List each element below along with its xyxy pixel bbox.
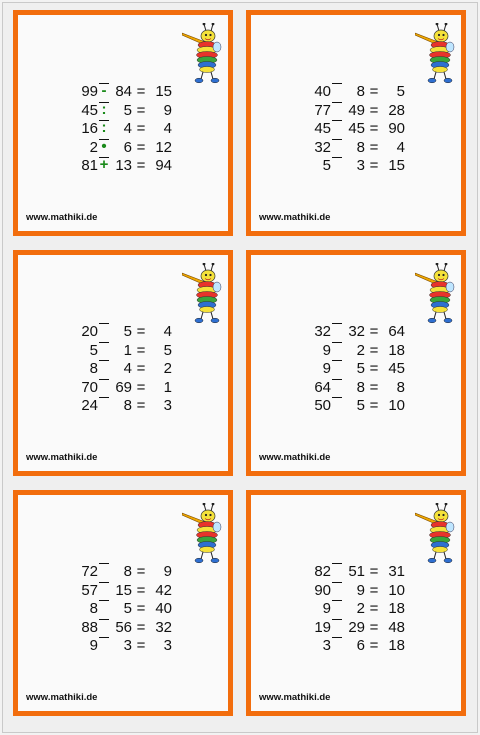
equation-row — [18, 360, 228, 379]
result: 15 — [155, 83, 172, 100]
second-operand: 5 — [356, 397, 365, 414]
exercise-card — [13, 250, 233, 476]
second-operand: 13 — [115, 157, 132, 174]
equation-row — [251, 360, 461, 379]
blank-line — [332, 323, 342, 324]
first-operand: 9 — [322, 360, 331, 377]
blank-line — [332, 582, 342, 583]
website-label: www.mathiki.de — [259, 452, 331, 463]
equation-row — [18, 379, 228, 398]
website-label: www.mathiki.de — [26, 212, 98, 223]
result: 5 — [396, 83, 405, 100]
result: 9 — [163, 563, 172, 580]
blank-line — [99, 323, 109, 324]
equation-list — [18, 83, 228, 176]
result: 3 — [163, 397, 172, 414]
result: 18 — [388, 600, 405, 617]
equals-sign: = — [369, 120, 379, 137]
second-operand: 8 — [356, 138, 365, 156]
blank-line — [99, 397, 109, 398]
bee-mascot-with-pencil-icon — [415, 263, 455, 325]
result: 94 — [155, 157, 172, 174]
equals-sign: = — [136, 581, 146, 599]
result: 5 — [163, 341, 172, 359]
equation-row — [18, 619, 228, 638]
second-operand: 8 — [123, 563, 132, 580]
equals-sign: = — [136, 341, 146, 359]
second-operand: 49 — [348, 101, 365, 119]
blank-line — [99, 379, 109, 380]
result: 4 — [396, 138, 405, 156]
second-operand: 5 — [356, 360, 365, 377]
equals-sign: = — [136, 323, 146, 340]
blank-line — [332, 102, 342, 103]
first-operand: 45 — [81, 101, 98, 119]
first-operand: 57 — [81, 581, 98, 599]
second-operand: 4 — [123, 360, 132, 377]
first-operand: 24 — [81, 397, 98, 414]
result: 28 — [388, 101, 405, 119]
blank-line — [332, 379, 342, 380]
second-operand: 9 — [356, 581, 365, 599]
blank-line — [332, 563, 342, 564]
equation-row — [251, 563, 461, 582]
equation-row — [18, 397, 228, 416]
blank-line — [99, 582, 109, 583]
equation-list — [251, 323, 461, 416]
equals-sign: = — [136, 120, 146, 137]
result: 8 — [396, 378, 405, 396]
second-operand: 5 — [123, 600, 132, 617]
blank-line — [332, 120, 342, 121]
equation-row — [251, 323, 461, 342]
first-operand: 90 — [314, 581, 331, 599]
exercise-card — [246, 250, 466, 476]
result: 40 — [155, 600, 172, 617]
equals-sign: = — [136, 378, 146, 396]
second-operand: 69 — [115, 378, 132, 396]
equation-list — [251, 83, 461, 176]
equals-sign: = — [369, 637, 379, 654]
blank-line — [332, 83, 342, 84]
second-operand: 51 — [348, 563, 365, 580]
operator-symbol: + — [99, 156, 109, 173]
second-operand: 8 — [356, 83, 365, 100]
second-operand: 45 — [348, 120, 365, 137]
blank-line — [332, 637, 342, 638]
result: 1 — [163, 378, 172, 396]
equals-sign: = — [369, 83, 379, 100]
result: 42 — [155, 581, 172, 599]
first-operand: 40 — [314, 83, 331, 100]
equation-row — [18, 563, 228, 582]
equation-row — [251, 342, 461, 361]
second-operand: 2 — [356, 600, 365, 617]
equation-row — [18, 157, 228, 176]
exercise-card — [246, 490, 466, 716]
equation-row — [251, 582, 461, 601]
bee-mascot-with-pencil-icon — [182, 23, 222, 85]
equals-sign: = — [136, 101, 146, 119]
result: 18 — [388, 341, 405, 359]
first-operand: 72 — [81, 563, 98, 580]
result: 32 — [155, 618, 172, 636]
first-operand: 70 — [81, 378, 98, 396]
result: 3 — [163, 637, 172, 654]
equals-sign: = — [369, 323, 379, 340]
first-operand: 9 — [322, 341, 331, 359]
bee-mascot-with-pencil-icon — [415, 23, 455, 85]
first-operand: 45 — [314, 120, 331, 137]
second-operand: 29 — [348, 618, 365, 636]
result: 10 — [388, 397, 405, 414]
blank-line — [99, 600, 109, 601]
first-operand: 82 — [314, 563, 331, 580]
equals-sign: = — [136, 600, 146, 617]
second-operand: 8 — [123, 397, 132, 414]
exercise-card — [13, 10, 233, 236]
operator-symbol: : — [101, 119, 107, 136]
first-operand: 9 — [89, 637, 98, 654]
second-operand: 1 — [123, 341, 132, 359]
blank-line — [332, 360, 342, 361]
first-operand: 64 — [314, 378, 331, 396]
equation-row — [18, 600, 228, 619]
equals-sign: = — [136, 138, 146, 156]
bee-mascot-with-pencil-icon — [182, 263, 222, 325]
equation-row — [18, 323, 228, 342]
first-operand: 2 — [89, 138, 98, 156]
blank-line — [332, 397, 342, 398]
second-operand: 6 — [123, 138, 132, 156]
second-operand: 8 — [356, 378, 365, 396]
equation-row — [18, 102, 228, 121]
blank-line — [332, 157, 342, 158]
first-operand: 99 — [81, 83, 98, 100]
result: 4 — [163, 120, 172, 137]
first-operand: 9 — [322, 600, 331, 617]
equation-row — [18, 637, 228, 656]
first-operand: 77 — [314, 101, 331, 119]
first-operand: 8 — [89, 360, 98, 377]
first-operand: 32 — [314, 138, 331, 156]
second-operand: 6 — [356, 637, 365, 654]
equals-sign: = — [369, 581, 379, 599]
second-operand: 32 — [348, 323, 365, 340]
second-operand: 15 — [115, 581, 132, 599]
bee-mascot-with-pencil-icon — [182, 503, 222, 565]
equals-sign: = — [369, 341, 379, 359]
result: 31 — [388, 563, 405, 580]
result: 10 — [388, 581, 405, 599]
second-operand: 2 — [356, 341, 365, 359]
equation-row — [251, 139, 461, 158]
blank-line — [99, 563, 109, 564]
result: 9 — [163, 101, 172, 119]
operator-symbol: : — [101, 100, 107, 118]
first-operand: 50 — [314, 397, 331, 414]
result: 90 — [388, 120, 405, 137]
website-label: www.mathiki.de — [259, 212, 331, 223]
equals-sign: = — [136, 618, 146, 636]
result: 12 — [155, 138, 172, 156]
blank-line — [332, 342, 342, 343]
second-operand: 84 — [115, 83, 132, 100]
equation-row — [18, 342, 228, 361]
exercise-card — [246, 10, 466, 236]
second-operand: 5 — [123, 323, 132, 340]
blank-line — [332, 619, 342, 620]
equation-row — [251, 157, 461, 176]
operator-symbol: • — [101, 137, 107, 155]
blank-line — [99, 619, 109, 620]
equation-row — [251, 102, 461, 121]
equals-sign: = — [369, 101, 379, 119]
equation-row — [251, 379, 461, 398]
first-operand: 19 — [314, 618, 331, 636]
blank-line — [99, 360, 109, 361]
equation-row — [251, 83, 461, 102]
blank-line — [99, 637, 109, 638]
first-operand: 5 — [322, 157, 331, 174]
bee-mascot-with-pencil-icon — [415, 503, 455, 565]
blank-line — [99, 342, 109, 343]
first-operand: 32 — [314, 323, 331, 340]
equals-sign: = — [136, 637, 146, 654]
equals-sign: = — [136, 563, 146, 580]
equation-row — [18, 83, 228, 102]
result: 45 — [388, 360, 405, 377]
operator-symbol: - — [101, 82, 107, 99]
result: 4 — [163, 323, 172, 340]
first-operand: 8 — [89, 600, 98, 617]
first-operand: 81 — [81, 157, 98, 174]
equation-row — [18, 120, 228, 139]
result: 18 — [388, 637, 405, 654]
website-label: www.mathiki.de — [26, 692, 98, 703]
first-operand: 20 — [81, 323, 98, 340]
equation-list — [18, 323, 228, 416]
equals-sign: = — [369, 563, 379, 580]
second-operand: 5 — [123, 101, 132, 119]
equals-sign: = — [136, 83, 146, 100]
second-operand: 56 — [115, 618, 132, 636]
equals-sign: = — [136, 360, 146, 377]
blank-line — [332, 139, 342, 140]
equation-list — [251, 563, 461, 656]
second-operand: 3 — [123, 637, 132, 654]
equals-sign: = — [136, 157, 146, 174]
equals-sign: = — [369, 618, 379, 636]
first-operand: 5 — [89, 341, 98, 359]
first-operand: 88 — [81, 618, 98, 636]
result: 64 — [388, 323, 405, 340]
website-label: www.mathiki.de — [259, 692, 331, 703]
result: 2 — [163, 360, 172, 377]
equals-sign: = — [369, 600, 379, 617]
equation-row — [251, 397, 461, 416]
equation-list — [18, 563, 228, 656]
equals-sign: = — [369, 138, 379, 156]
equation-row — [251, 600, 461, 619]
equals-sign: = — [369, 157, 379, 174]
equation-row — [18, 139, 228, 158]
equation-row — [251, 120, 461, 139]
equals-sign: = — [136, 397, 146, 414]
equation-row — [251, 619, 461, 638]
second-operand: 4 — [123, 120, 132, 137]
first-operand: 16 — [81, 120, 98, 137]
equation-row — [251, 637, 461, 656]
first-operand: 3 — [322, 637, 331, 654]
equals-sign: = — [369, 360, 379, 377]
equation-row — [18, 582, 228, 601]
exercise-card — [13, 490, 233, 716]
result: 15 — [388, 157, 405, 174]
equals-sign: = — [369, 378, 379, 396]
result: 48 — [388, 618, 405, 636]
equals-sign: = — [369, 397, 379, 414]
blank-line — [332, 600, 342, 601]
website-label: www.mathiki.de — [26, 452, 98, 463]
second-operand: 3 — [356, 157, 365, 174]
